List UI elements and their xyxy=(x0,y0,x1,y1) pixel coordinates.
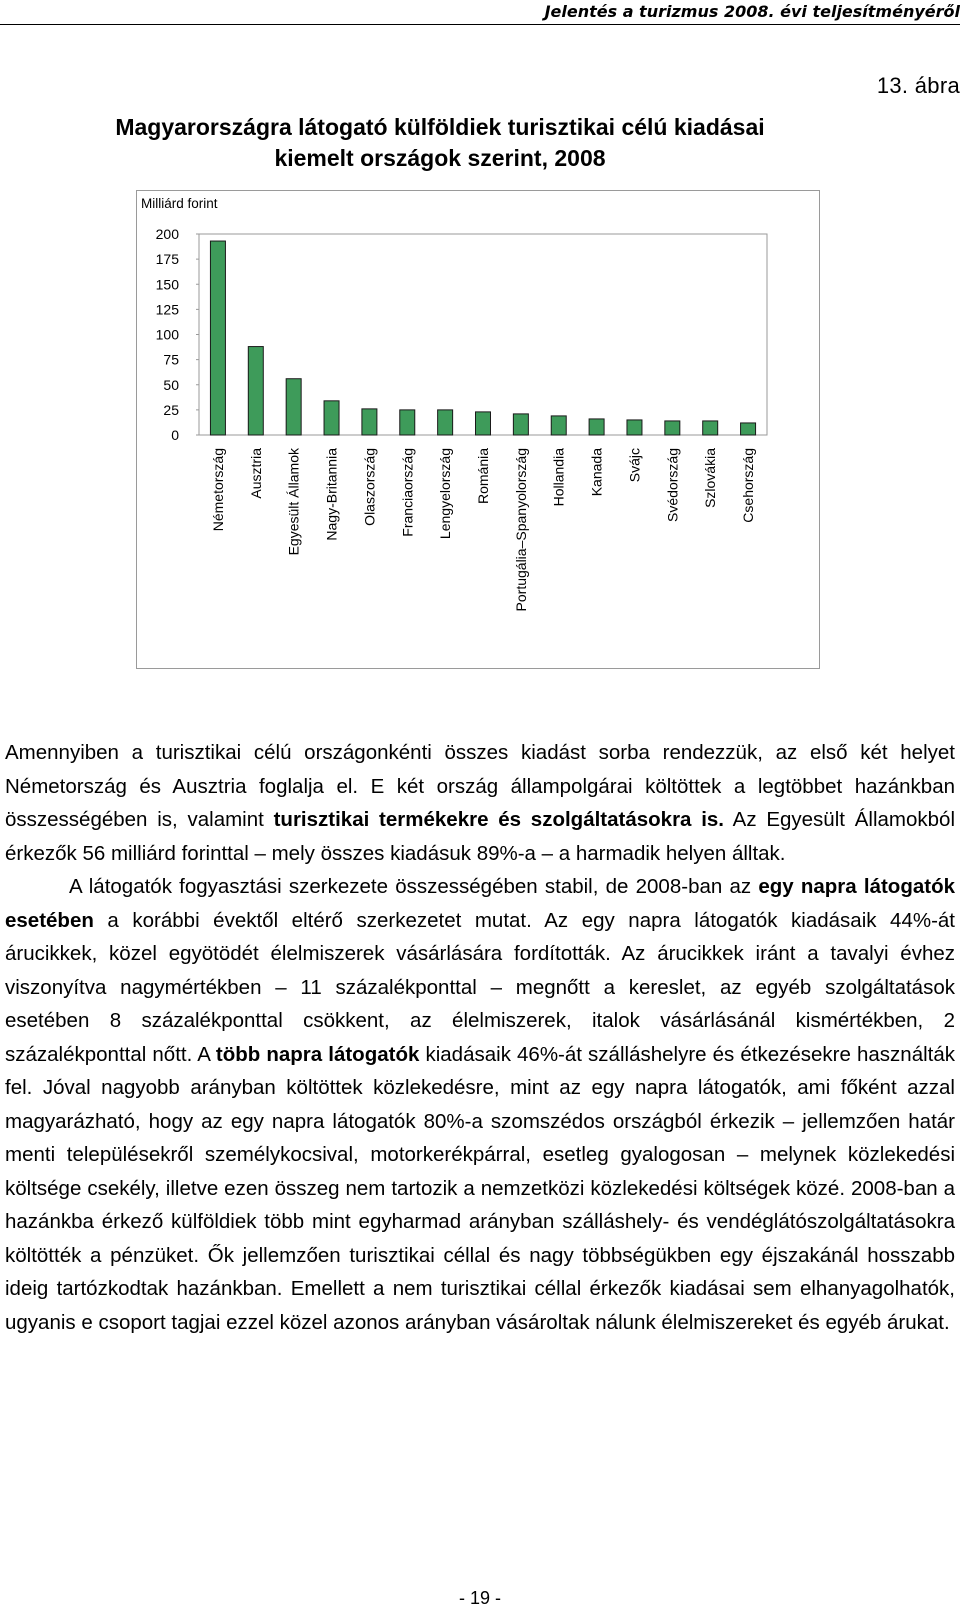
x-tick-label: Németország xyxy=(209,448,226,532)
y-tick-label: 50 xyxy=(163,376,179,393)
bar-chart xyxy=(137,191,819,668)
figure-number: 13. ábra xyxy=(876,73,960,98)
bar xyxy=(286,379,301,435)
plot-area xyxy=(199,234,767,435)
page-number: - 19 - xyxy=(458,1588,501,1608)
figure-title xyxy=(100,112,780,174)
x-tick-label: Olaszország xyxy=(361,448,378,526)
bar xyxy=(210,241,225,435)
bar xyxy=(438,410,453,435)
bar xyxy=(665,421,680,435)
bar xyxy=(741,423,756,435)
bar xyxy=(589,419,604,435)
bar xyxy=(551,416,566,435)
y-tick-label: 25 xyxy=(163,401,179,418)
bar xyxy=(627,420,642,435)
bar xyxy=(248,347,263,435)
y-tick-label: 75 xyxy=(163,351,179,368)
y-axis-label: Milliárd forint xyxy=(141,196,218,211)
bar xyxy=(476,412,491,435)
y-tick-label: 100 xyxy=(155,326,179,343)
figure-title-line-2: kiemelt országok szerint, 2008 xyxy=(274,145,606,171)
x-tick-label: Lengyelország xyxy=(437,448,454,540)
bar xyxy=(400,410,415,435)
x-tick-label: Szlovákia xyxy=(702,448,719,508)
bar xyxy=(703,421,718,435)
x-tick-label: Kanada xyxy=(588,447,605,497)
x-tick-label: Svédország xyxy=(664,448,681,522)
running-header xyxy=(0,0,960,25)
paragraph-2: A látogatók fogyasztási szerkezete összességében stabil, de 2008-ban az egy napra látogatók esetében a korábbi évektől eltérő szerkezetet mutat. Az egy napra látogatók kiadásaik 44%-át árucikkek, közel egyötödét élelmiszerek vásárlására fordították. Az árucikkek iránt a tavalyi évhez viszonyítva nagymértékben – 11 százalékponttal – megnőtt a kereslet, az egyéb szolgáltatások esetében 8 százalékponttal csökkent, az élelmiszerek, italok vásárlásánál kismértékben, 2 százalékponttal nőtt. A több napra látogatók kiadásaik 46%-át szálláshelyre és étkezésekre használták fel. Jóval nagyobb arányban költöttek közlekedésre, mint az egy napra látogatók, ami főként azzal magyarázható, hogy az egy napra látogatók 80%-a szomszédos országból érkezik – jellemzően határ menti településekről személykocsival, motorkerékpárral, esetleg gyalogosan – melynek közlekedési költsége csekély, illetve ezen összeg nem tartozik a nemzetközi közlekedési költségek közé. 2008-ban a hazánkba érkező külföldiek több mint egyharmad arányban szálláshely- és vendéglátószolgáltatásokra költötték a pénzüket. Ők jellemzően turisztikai céllal és nagy többségükben egy éjszakánál hosszabb ideig tartózkodtak hazánkban. Emellett a nem turisztikai céllal érkezők kiadásai sem elhanyagolhatók, ugyanis e csoport tagjai ezzel közel azonos arányban vásároltak nálunk élelmiszereket és egyéb árukat. xyxy=(5,875,955,1334)
y-tick-label: 150 xyxy=(155,276,179,293)
y-tick-label: 175 xyxy=(155,251,179,268)
running-title: Jelentés a turizmus 2008. évi teljesítményéről xyxy=(544,2,960,21)
x-tick-label: Egyesült Államok xyxy=(285,448,302,556)
x-tick-label: Hollandia xyxy=(550,448,567,507)
paragraph-1: Amennyiben a turisztikai célú országonkénti összes kiadást sorba rendezzük, az első két helyet Németország és Ausztria foglalja el. E két ország állampolgárai költöttek a legtöbbet hazánkban összességében is, valamint turisztikai termékekre és szolgáltatásokra is. Az Egyesült Államokból érkezők 56 milliárd forinttal – mely összes kiadásuk 89%-a – a harmadik helyen álltak. xyxy=(5,741,955,865)
x-tick-label: Ausztria xyxy=(247,448,264,499)
y-tick-label: 200 xyxy=(155,226,179,242)
bar xyxy=(362,409,377,435)
x-tick-label: Románia xyxy=(475,448,491,505)
figure-title-line-1: Magyarországra látogató külföldiek turisztikai célú kiadásai xyxy=(115,114,765,140)
x-tick-label: Portugália–Spanyolország xyxy=(512,448,529,612)
x-tick-label: Svájc xyxy=(626,448,643,483)
chart-frame xyxy=(136,190,820,669)
bar xyxy=(324,401,339,435)
body-text xyxy=(5,736,955,1339)
bar xyxy=(513,414,528,435)
x-tick-label: Franciaország xyxy=(399,448,416,537)
x-tick-label: Nagy-Britannia xyxy=(323,448,340,541)
y-tick-label: 125 xyxy=(155,301,179,318)
x-tick-label: Csehország xyxy=(740,448,757,523)
y-tick-label: 0 xyxy=(171,427,179,443)
